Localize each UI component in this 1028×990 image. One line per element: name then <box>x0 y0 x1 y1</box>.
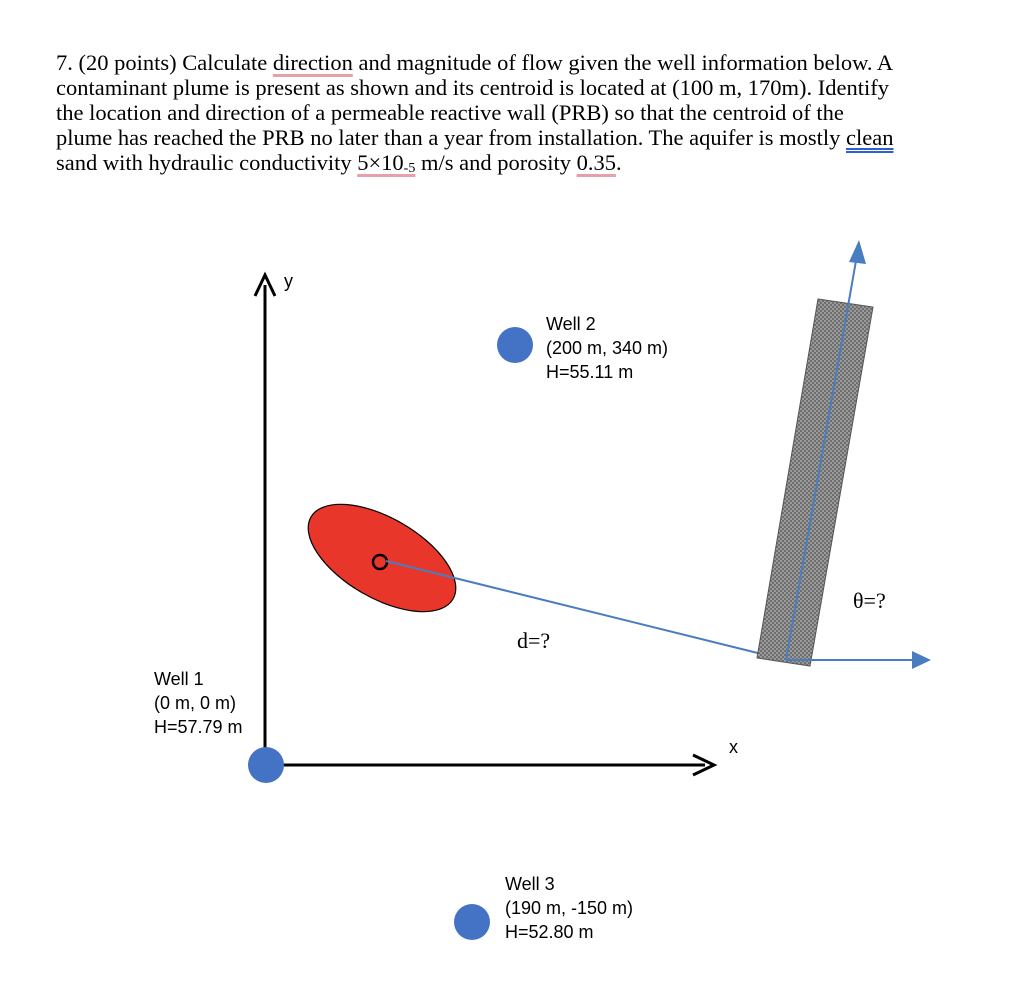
porosity-value: 0.35 <box>576 150 616 175</box>
well-3-head: H=52.80 m <box>505 922 594 942</box>
distance-label: d=? <box>517 628 551 653</box>
well-2-marker <box>497 327 533 363</box>
hydraulic-conductivity-value: $5\times 10_{-5}$ <box>357 150 416 176</box>
well-2-name: Well 2 <box>546 314 596 334</box>
well-1-name: Well 1 <box>154 669 204 689</box>
well-2-coords: (200 m, 340 m) <box>546 338 669 358</box>
problem-number: 7. <box>56 50 73 75</box>
well-3-marker <box>454 904 490 940</box>
problem-line-3: the location and direction of a permeable reactive wall (PRB) so that the centroid of the <box>56 100 844 125</box>
flow-distance-line <box>386 561 786 660</box>
well-3-name: Well 3 <box>505 874 555 894</box>
x-axis-label: x <box>729 737 738 757</box>
well-1-marker <box>248 747 284 783</box>
contaminant-plume <box>291 482 473 633</box>
problem-line-4: plume has reached the PRB no later than a year from installation. The aquifer is mostly clean <box>56 125 894 150</box>
horizontal-arrow-icon <box>912 651 931 669</box>
well-1-coords: (0 m, 0 m) <box>154 693 237 713</box>
angle-label: θ=? <box>853 588 886 613</box>
keyword-direction: direction <box>272 50 353 75</box>
well-3-coords: (190 m, -150 m) <box>505 898 634 918</box>
well-2-head: H=55.11 m <box>546 362 634 382</box>
well-1-head: H=57.79 m <box>154 717 243 737</box>
problem-points: (20 points) <box>78 50 177 75</box>
keyword-clean: clean <box>846 125 894 150</box>
problem-line-5: sand with hydraulic conductivity $5\times 10_{-5}$ m/s and porosity 0.35. <box>56 150 622 176</box>
y-axis-label: y <box>284 271 293 291</box>
wall-direction-arrow-icon <box>849 240 866 264</box>
problem-line-2: contaminant plume is present as shown and its centroid is located at (100 m, 170m). Identify <box>56 75 889 100</box>
problem-line-1: 7. (20 points) Calculate direction and magnitude of flow given the well information below. A <box>56 50 894 75</box>
